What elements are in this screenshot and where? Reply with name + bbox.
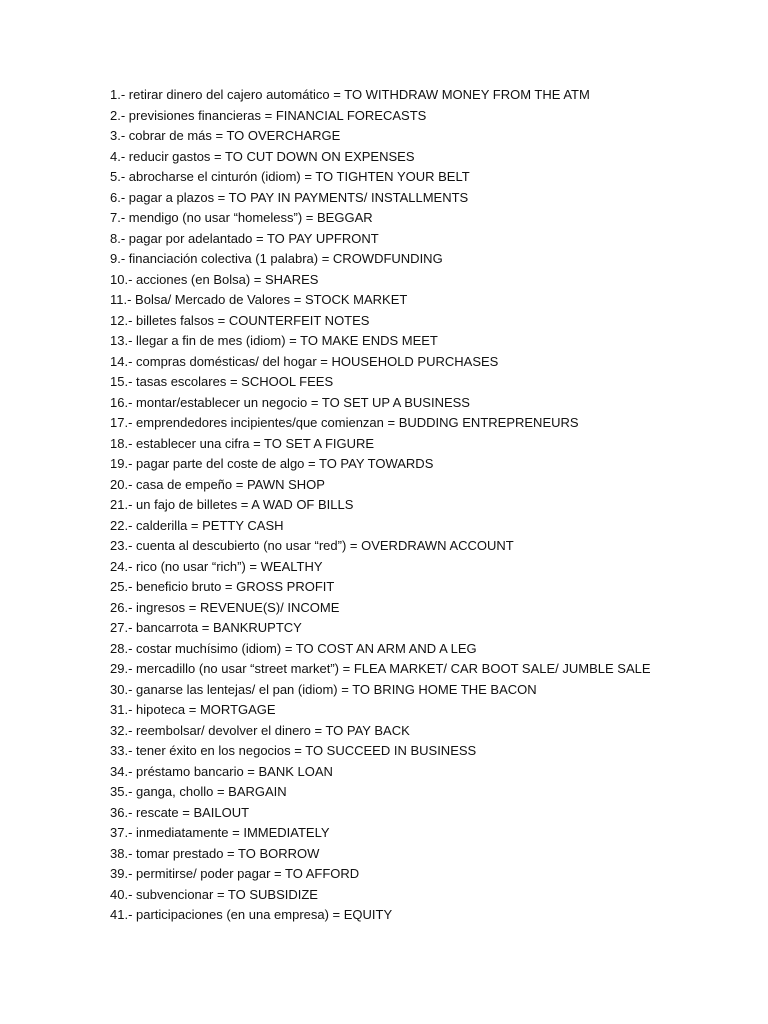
list-item: 41.- participaciones (en una empresa) = EQUITY xyxy=(110,907,393,922)
list-item: 27.- bancarrota = BANKRUPTCY xyxy=(110,620,302,635)
list-item: 11.- Bolsa/ Mercado de Valores = STOCK MARKET xyxy=(110,292,408,307)
list-item: 21.- un fajo de billetes = A WAD OF BILLS xyxy=(110,497,354,512)
list-item: 31.- hipoteca = MORTGAGE xyxy=(110,702,276,717)
list-item: 18.- establecer una cifra = TO SET A FIGURE xyxy=(110,435,375,451)
list-item: 39.- permitirse/ poder pagar = TO AFFORD xyxy=(110,866,360,881)
list-item: 30.- ganarse las lentejas/ el pan (idiom) = TO BRING HOME THE BACON xyxy=(110,681,537,697)
list-item: 17.- emprendedores incipientes/que comienzan = BUDDING ENTREPRENEURS xyxy=(110,415,579,430)
list-item: 7.- mendigo (no usar “homeless”) = BEGGAR xyxy=(110,210,373,225)
list-item: 20.- casa de empeño = PAWN SHOP xyxy=(110,476,325,492)
list-item: 3.- cobrar de más = TO OVERCHARGE xyxy=(110,128,341,143)
list-item: 40.- subvencionar = TO SUBSIDIZE xyxy=(110,886,318,902)
list-item: 2.- previsiones financieras = FINANCIAL FORECASTS xyxy=(110,107,427,123)
list-item: 16.- montar/establecer un negocio = TO SET UP A BUSINESS xyxy=(110,394,470,410)
list-item: 32.- reembolsar/ devolver el dinero = TO PAY BACK xyxy=(110,722,410,738)
list-item: 19.- pagar parte del coste de algo = TO PAY TOWARDS xyxy=(110,456,434,471)
list-item: 12.- billetes falsos = COUNTERFEIT NOTES xyxy=(110,312,370,328)
list-item: 29.- mercadillo (no usar “street market”) = FLEA MARKET/ CAR BOOT SALE/ JUMBLE SALE xyxy=(110,661,651,676)
list-item: 10.- acciones (en Bolsa) = SHARES xyxy=(110,271,319,287)
list-item: 33.- tener éxito en los negocios = TO SUCCEED IN BUSINESS xyxy=(110,743,477,758)
vocabulary-list xyxy=(110,85,651,926)
list-item: 35.- ganga, chollo = BARGAIN xyxy=(110,784,287,799)
list-item: 24.- rico (no usar “rich”) = WEALTHY xyxy=(110,558,323,574)
list-item: 1.- retirar dinero del cajero automático = TO WITHDRAW MONEY FROM THE ATM xyxy=(110,87,590,102)
list-item: 5.- abrocharse el cinturón (idiom) = TO TIGHTEN YOUR BELT xyxy=(110,169,470,184)
list-item: 36.- rescate = BAILOUT xyxy=(110,804,250,820)
list-item: 15.- tasas escolares = SCHOOL FEES xyxy=(110,374,334,389)
list-item: 37.- inmediatamente = IMMEDIATELY xyxy=(110,825,330,840)
list-item: 9.- financiación colectiva (1 palabra) = CROWDFUNDING xyxy=(110,251,443,266)
list-item: 34.- préstamo bancario = BANK LOAN xyxy=(110,763,333,779)
list-item: 38.- tomar prestado = TO BORROW xyxy=(110,845,320,861)
list-item: 13.- llegar a fin de mes (idiom) = TO MAKE ENDS MEET xyxy=(110,333,438,348)
list-item: 23.- cuenta al descubierto (no usar “red”) = OVERDRAWN ACCOUNT xyxy=(110,538,514,553)
list-item: 28.- costar muchísimo (idiom) = TO COST AN ARM AND A LEG xyxy=(110,640,477,656)
list-item: 8.- pagar por adelantado = TO PAY UPFRONT xyxy=(110,230,379,246)
list-item: 22.- calderilla = PETTY CASH xyxy=(110,517,284,533)
list-item: 26.- ingresos = REVENUE(S)/ INCOME xyxy=(110,599,340,615)
list-item: 4.- reducir gastos = TO CUT DOWN ON EXPENSES xyxy=(110,148,415,164)
list-item: 25.- beneficio bruto = GROSS PROFIT xyxy=(110,579,335,594)
list-item: 14.- compras domésticas/ del hogar = HOUSEHOLD PURCHASES xyxy=(110,353,499,369)
list-item: 6.- pagar a plazos = TO PAY IN PAYMENTS/ INSTALLMENTS xyxy=(110,189,469,205)
